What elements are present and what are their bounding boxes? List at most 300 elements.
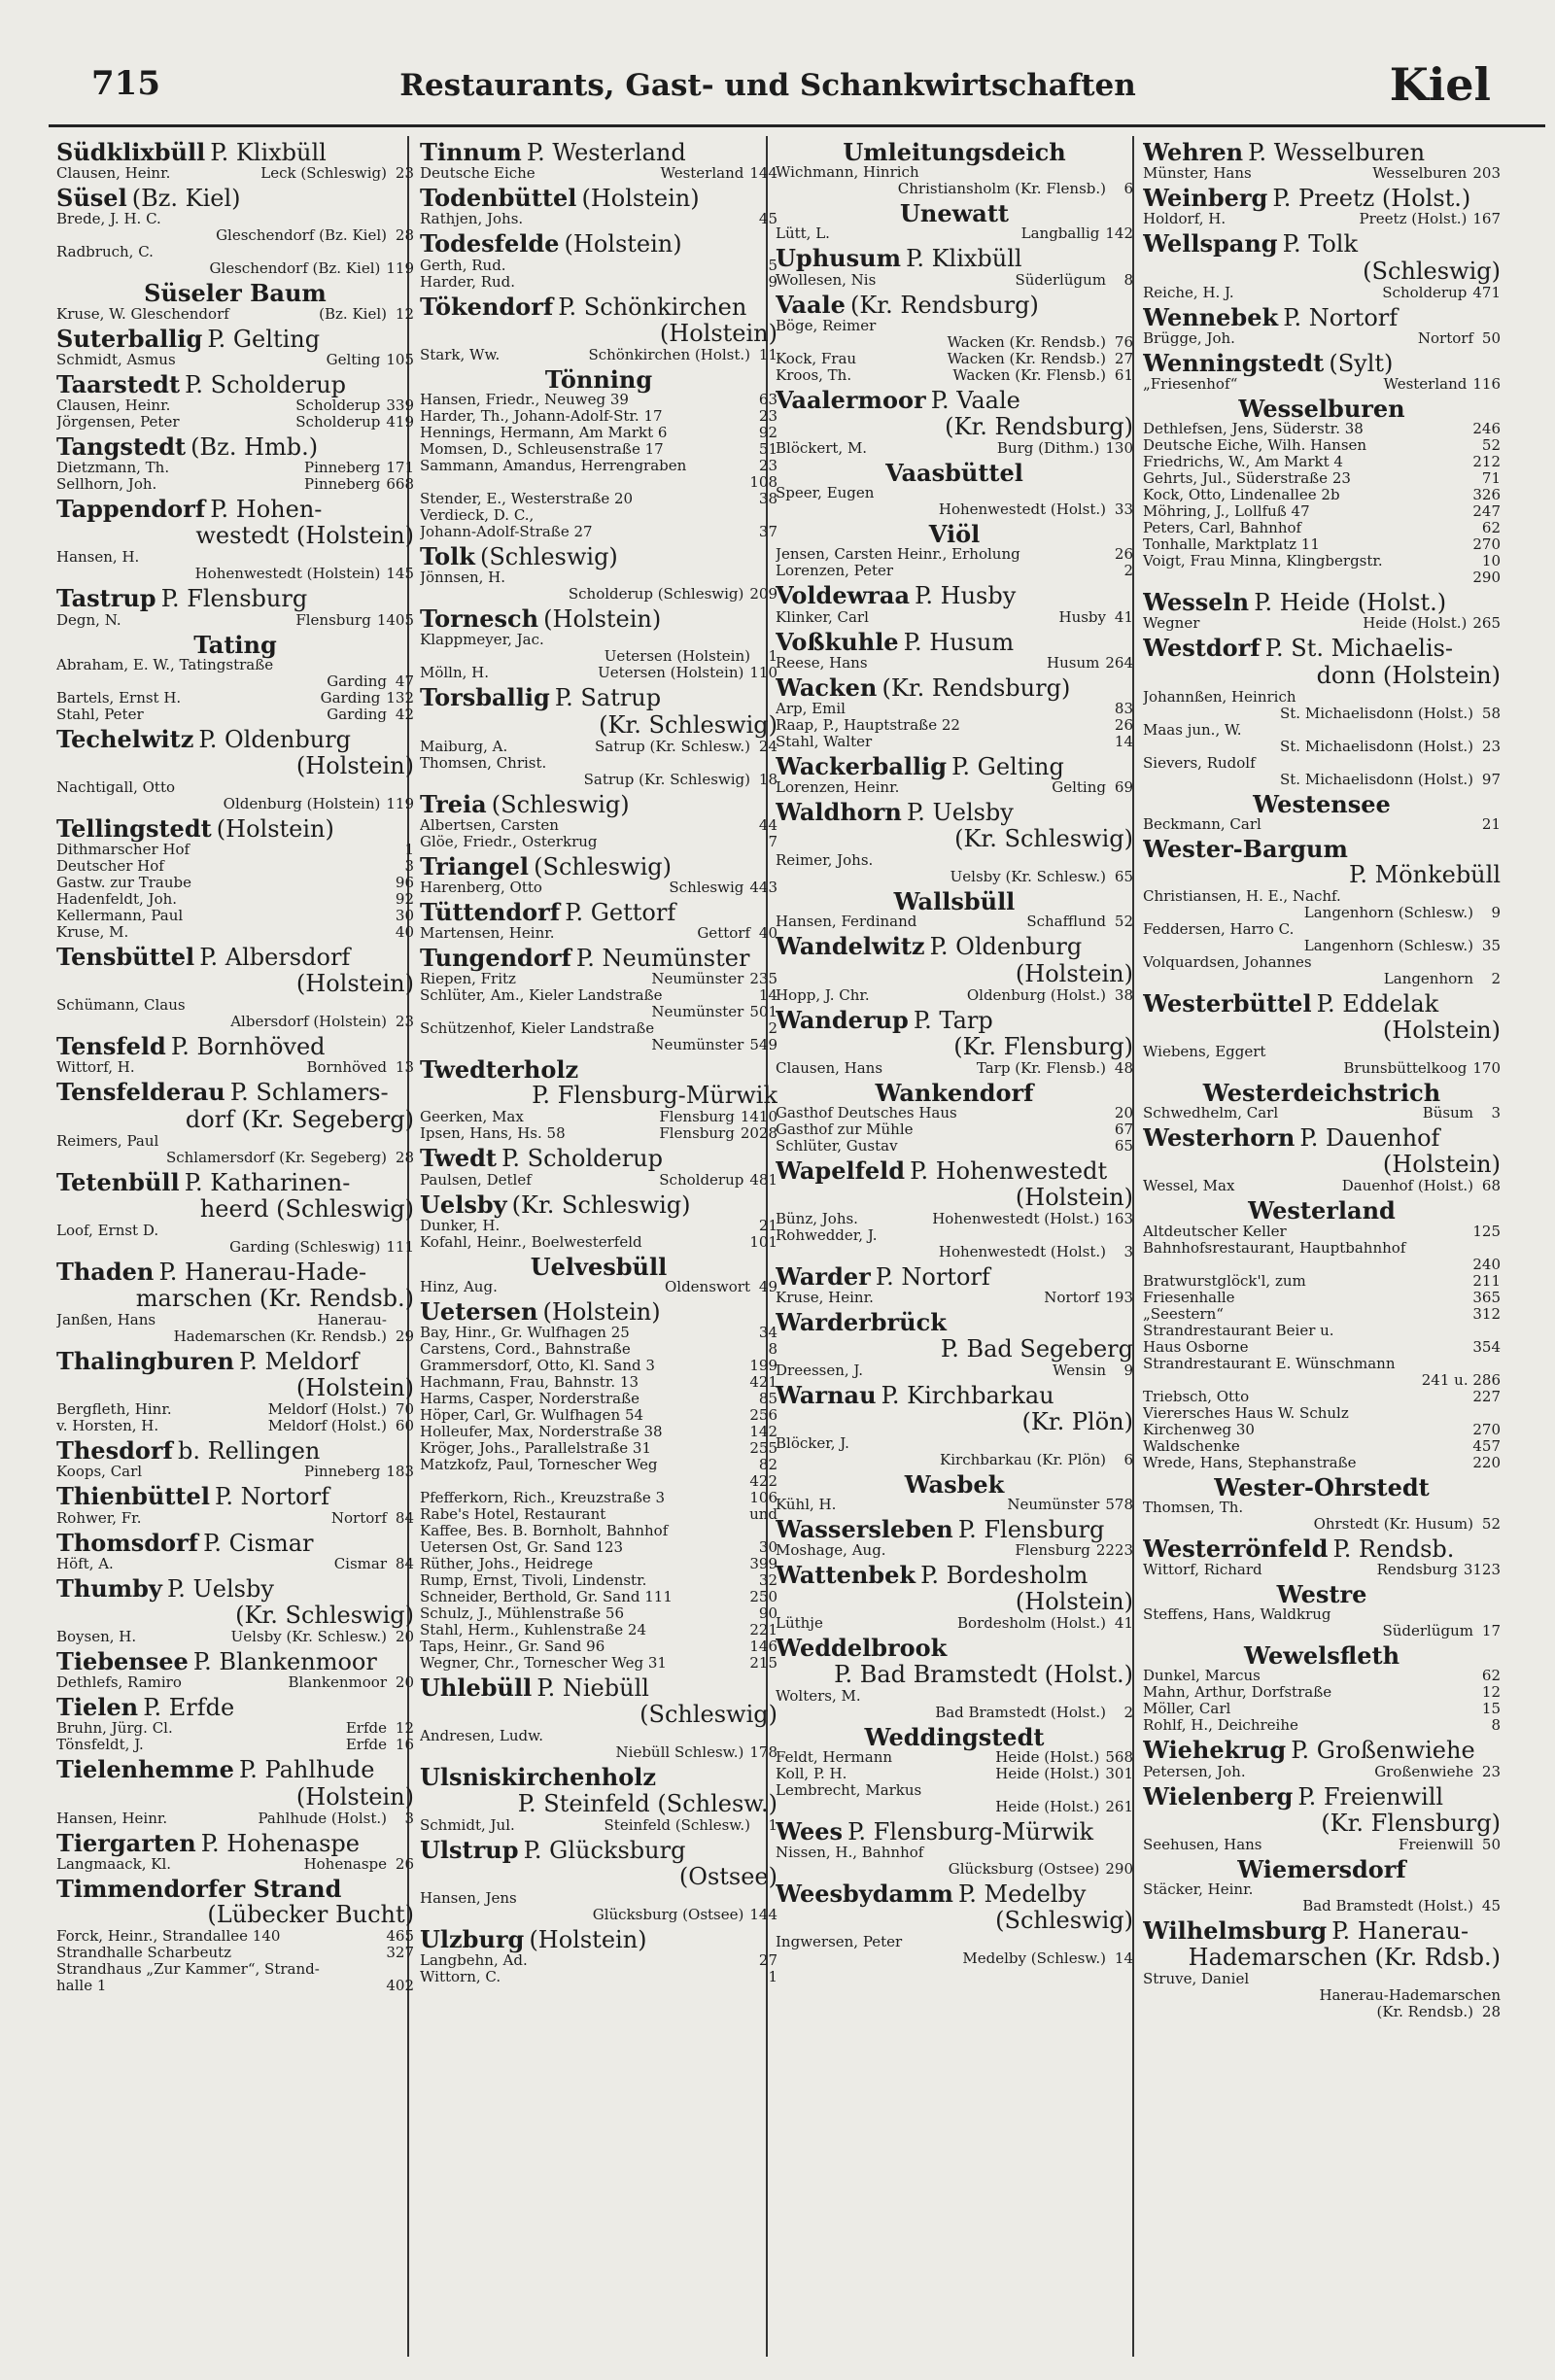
place-postal: P. Flensburg [160,585,308,613]
place-block [420,1252,778,1295]
place-postal-cont: (Lübecker Bucht) [207,1900,414,1928]
entry-phone: 41 [1114,1614,1133,1633]
place-heading [1143,590,1501,615]
entry-phone: 12 [1481,1683,1501,1702]
place-postal: P. Pahlhude [238,1756,375,1784]
directory-entry [1143,454,1501,470]
entry-phone: 50 [1481,328,1501,347]
entry-location: Hanerau- [317,1311,387,1328]
directory-entry [420,1952,778,1969]
place-postal: P. Freienwill [1297,1782,1444,1811]
entry-name [420,1907,587,1923]
entry-phone: 101 [749,1232,778,1251]
place-postal-cont: (Kr. Plön) [1021,1407,1133,1435]
entry-name: Lüthje [776,1615,823,1633]
place-postal: P. Nortorf [1283,303,1399,331]
directory-entry [1143,437,1501,454]
entry-phone: 48 [1114,1058,1133,1077]
directory-entry [56,549,414,566]
entry-name: Hansen, Ferdinand [776,914,917,931]
place-heading [420,1675,778,1701]
place-postal: (Schleswig) [534,852,672,880]
entry-name: Wessel, Max [1143,1178,1235,1195]
place-postal-cont: (Kr. Schleswig) [599,710,778,739]
place-heading [776,1816,1133,1845]
place-name: Wattenbek [776,1561,916,1590]
entry-name: Grammersdorf, Otto, Kl. Sand 3 [420,1358,655,1375]
place-name: Tökendorf [420,292,554,321]
entry-name [776,1705,929,1721]
place-name: Tielen [56,1693,139,1722]
directory-entry [420,474,778,491]
place-block [1143,1738,1501,1779]
entry-location: Wacken (Kr. Rendsb.) [947,349,1106,367]
entry-name: Harms, Casper, Norderstraße [420,1391,640,1408]
place-name: Tönning [544,364,653,394]
directory-entry [420,1638,778,1655]
entry-name: Gehrts, Jul., Süderstraße 23 [1143,470,1351,488]
entry-phone [756,1728,778,1744]
entry-phone [393,211,414,227]
place-heading [1143,1198,1501,1223]
entry-name: Klappmeyer, Jac. [420,632,544,649]
place-postal-cont: (Kr. Rendsburg) [945,412,1133,440]
directory-entry [776,734,1133,750]
place-name: Ulsniskirchenholz [420,1763,657,1792]
entry-name: Strandhaus „Zur Kammer“, Strand- [56,1960,320,1978]
entry-phone [756,1890,778,1907]
directory-entry [776,1211,1133,1227]
place-postal: P. Klixbüll [210,139,327,166]
entry-name: Dethlefs, Ramiro [56,1674,182,1692]
entry-phone: 1 [404,841,414,859]
entry-name [1143,1898,1296,1914]
entry-phone: 2 [1123,562,1133,580]
place-heading [56,279,414,308]
entry-phone: 212 [1472,453,1501,471]
entry-name: Friedrichs, W., Am Markt 4 [1143,454,1343,471]
place-name: Thesdorf [56,1436,173,1466]
place-heading [56,724,414,753]
entry-phone: 241 u. 286 [1421,1370,1501,1389]
entry-name: Stark, Ww. [420,346,501,363]
entry-name: Bartels, Ernst H. [56,689,182,707]
entry-location: Pinneberg [304,459,381,477]
entry-location: Pinneberg [304,1463,381,1481]
directory-entry [56,1239,414,1256]
entry-phone: 62 [1481,519,1501,537]
place-name: Warnau [776,1380,877,1409]
entry-phone: 6 [1123,1450,1133,1468]
entry-phone: 26 [1114,715,1133,734]
place-heading [420,231,778,257]
place-postal-cont: donn (Holstein) [1316,661,1501,689]
directory-entry [420,1969,778,1985]
place-heading [1143,186,1501,211]
place-block [56,1167,414,1256]
directory-entry [420,1325,778,1341]
entry-phone: 220 [1472,1453,1501,1471]
directory-entry [56,1856,414,1873]
entry-phone: 209 [749,585,778,604]
place-postal: P. Husum [903,628,1015,656]
place-name: Ulstrup [420,1835,519,1864]
entry-name: Deutscher Hof [56,858,164,876]
entry-location: Dauenhof (Holst.) [1341,1177,1473,1195]
place-postal-cont: westedt (Holstein) [195,522,414,550]
entry-location: Uetersen (Holstein) [598,664,744,682]
entry-phone: 3 [404,857,414,876]
entry-phone: 265 [1472,614,1501,633]
place-heading [56,431,414,461]
entry-name: „Seestern“ [1143,1305,1224,1323]
directory-entry [420,1506,778,1523]
entry-name: Harder, Rud. [420,273,516,291]
directory-entry [420,569,778,586]
entry-location: Bad Bramstedt (Holst.) [935,1703,1106,1721]
place-block [56,1828,414,1873]
place-name: Westdorf [1143,634,1261,663]
entry-location: Großenwiehe [1374,1762,1473,1780]
directory-entry [420,632,778,648]
place-postal: P. Uelsby [166,1574,274,1603]
entry-location: Gettorf [697,924,750,943]
place-heading [776,290,1133,319]
place-name: Wankendorf [875,1078,1034,1107]
entry-phone: 144 [749,1905,778,1923]
place-name: Tappendorf [56,495,206,524]
place-postal-cont: marschen (Kr. Rendsb.) [135,1285,414,1312]
entry-name: Jörgensen, Peter [56,413,180,431]
directory-entry [1143,1356,1501,1372]
place-postal: P. Heide (Holst.) [1254,589,1447,617]
entry-name: Schulz, J., Mühlenstraße 56 [420,1605,624,1623]
entry-name [1143,2004,1371,2020]
entry-name: Verdieck, D. C., [420,506,535,524]
place-block [776,1158,1133,1260]
entry-phone [393,1133,414,1150]
place-postal: P. Westerland [526,139,686,166]
directory-entry [1143,739,1501,755]
entry-phone: 97 [1481,770,1501,788]
entry-name: Loof, Ernst D. [56,1222,159,1239]
directory-entry [420,524,778,540]
entry-name: Harenberg, Otto [420,879,542,896]
entry-phone: 33 [1114,500,1133,519]
entry-name: Thomsen, Christ. [420,754,547,772]
entry-phone [1479,888,1501,905]
entry-phone: 668 [386,475,414,494]
entry-name: Feldt, Hermann [776,1748,893,1766]
place-block [776,458,1133,519]
entry-phone: 23 [758,456,778,474]
entry-location: Tarp (Kr. Flensb.) [976,1058,1106,1077]
place-block [776,1636,1133,1720]
entry-name: Stäcker, Heinr. [1143,1880,1254,1898]
entry-phone: 49 [758,1278,778,1295]
place-postal: P. Satrup [554,684,662,712]
place-postal: P. Wesselburen [1248,139,1426,166]
entry-location: Blankenmoor [288,1673,387,1692]
entry-phone: 365 [1472,1288,1501,1306]
directory-entry [1143,1306,1501,1323]
place-name: Südklixbüll [56,138,206,166]
place-postal: (Schleswig) [479,542,618,570]
place-heading [420,1763,778,1792]
place-heading [776,1881,1133,1907]
entry-name: Gastw. zur Traube [56,875,192,892]
entry-name: Seehusen, Hans [1143,1836,1262,1853]
entry-phone: 62 [1481,1667,1501,1685]
place-postal: P. Flensburg [957,1515,1105,1543]
place-heading [776,934,1133,959]
entry-phone: 68 [1481,1177,1501,1195]
entry-name: Thomsen, Th. [1143,1499,1244,1516]
entry-phone: 227 [1472,1387,1501,1405]
entry-phone: 465 [386,1926,414,1945]
entry-name [56,1328,168,1345]
place-postal: P. Katharinen- [184,1168,351,1196]
entry-phone: 255 [749,1439,778,1458]
place-block [56,1080,414,1165]
entry-name: Harder, Th., Johann-Adolf-Str. 17 [420,407,663,425]
entry-name: Bergfleth, Hinr. [56,1401,172,1419]
entry-name: Böge, Reimer [776,317,877,334]
place-heading [1143,1582,1501,1606]
place-name: Uetersen [420,1297,538,1326]
entry-name: Johann-Adolf-Straße 27 [420,523,593,540]
entry-phone: 30 [395,907,414,925]
entry-name [1143,569,1461,586]
entry-phone: 23 [395,1013,414,1031]
place-block [56,945,414,1030]
entry-phone: 6 [1123,180,1133,198]
place-postal: (Schleswig) [491,790,630,818]
place-heading [1143,1125,1501,1151]
place-postal-cont: (Holstein) [1015,1184,1133,1212]
entry-phone: 193 [1105,1289,1133,1307]
directory-entry [776,1138,1133,1155]
place-name: Tiergarten [56,1828,196,1857]
entry-phone [393,657,414,673]
entry-name: Matzkofz, Paul, Tornescher Weg [420,1457,658,1474]
place-name: Weesbydamm [776,1879,953,1908]
entry-location: Preetz (Holst.) [1359,210,1468,228]
place-postal: P. Medelby [958,1880,1087,1908]
entry-name: Brede, J. H. C. [56,211,161,228]
entry-name: Pfefferkorn, Rich., Kreuzstraße 3 [420,1490,666,1507]
place-name: Suterballig [56,324,203,353]
place-heading [56,497,414,522]
place-block [776,1310,1133,1378]
place-block [1143,1915,1501,2021]
place-postal: P. Hohen- [210,496,323,524]
entry-name: Koll, P. H. [776,1765,847,1782]
place-name: Vaasbüttel [885,458,1023,487]
directory-entry [776,655,1133,672]
directory-entry [1143,503,1501,520]
entry-phone: 16 [395,1736,414,1754]
entry-location: Uetersen (Holstein) [604,647,750,666]
entry-location: Satrup (Kr. Schleswig) [583,770,750,788]
directory-entry [1143,2004,1501,2020]
place-name: Twedterholz [420,1055,579,1085]
place-heading [1143,636,1501,661]
entry-location: Pinneberg [304,475,381,494]
place-heading [56,1484,414,1509]
entry-name: Schmidt, Jul. [420,1816,515,1834]
entry-phone [756,1523,778,1539]
place-block [420,1835,778,1923]
directory-entry [1143,1971,1501,1987]
directory-entry [1143,1372,1501,1389]
entry-name: Paulsen, Detlef [420,1171,532,1189]
place-heading [56,813,414,843]
entry-phone: 69 [1114,778,1133,797]
entry-phone: 163 [1105,1210,1133,1228]
entry-location: Neumünster [1007,1495,1100,1513]
directory-entry [56,924,414,941]
place-heading [776,627,1133,656]
entry-name: Wrede, Hans, Stephanstraße [1143,1454,1357,1471]
entry-name: Nachtigall, Otto [56,778,176,796]
place-name: Weddingstedt [864,1722,1045,1751]
entry-location: Garding (Schleswig) [229,1237,381,1256]
place-block [420,1192,778,1251]
place-heading [1143,394,1501,423]
entry-name: Lembrecht, Markus [776,1781,922,1799]
directory-entry [776,1121,1133,1138]
entry-name: Hadenfeldt, Joh. [56,891,178,909]
entry-name [1143,1257,1461,1273]
directory-entry [420,425,778,441]
place-heading [1143,1536,1501,1562]
entry-phone: 92 [758,423,778,441]
place-postal-cont: (Holstein) [295,1782,414,1811]
place-heading [776,385,1133,414]
directory-entry [776,1934,1133,1950]
place-postal: P. Uelsby [906,799,1014,827]
entry-location: Wesselburen [1372,164,1468,183]
entry-phone: 399 [749,1555,778,1573]
entry-name [1143,1516,1308,1533]
entry-name: Rabe's Hotel, Restaurant [420,1506,606,1524]
entry-location: Uelsby (Kr. Schlesw.) [950,868,1106,886]
place-postal: (Holstein) [564,230,682,259]
directory-entry [420,392,778,408]
place-postal: b. Rellingen [177,1437,321,1466]
place-block [1143,1125,1501,1194]
entry-location: Scholderup [295,412,381,431]
place-heading [1143,834,1501,863]
entry-location: Flensburg [1015,1541,1090,1560]
entry-phone: 250 [749,1588,778,1606]
entry-location: Satrup (Kr. Schlesw.) [595,737,750,755]
directory-entry [56,858,414,875]
entry-name: Maas jun., W. [1143,721,1242,739]
place-postal: P. Meldorf [239,1348,360,1375]
place-heading [56,1757,414,1782]
entry-phone: 26 [395,1854,414,1873]
place-postal-cont: (Holstein) [295,751,414,779]
entry-location: Neumünster [651,970,744,988]
place-name: Wiemersdorf [1237,1854,1406,1883]
place-block [1143,988,1501,1078]
entry-location: Garding [327,672,387,690]
entry-name [776,334,942,351]
directory-entry [1143,1405,1501,1422]
entry-phone: 178 [749,1743,778,1762]
entry-phone: 144 [749,164,778,183]
entry-name: Jensen, Carsten Heinr., Erholung [776,546,1020,564]
entry-location: Burg (Dithm.) [996,438,1100,457]
entry-phone: 246 [1472,420,1501,438]
place-block [1143,348,1501,393]
entry-name: Sievers, Rudolf [1143,754,1256,772]
entry-phone: 326 [1472,486,1501,504]
directory-entry [420,1358,778,1374]
entry-name: Deutsche Eiche, Wilh. Hansen [1143,437,1367,455]
entry-phone: 85 [758,1390,778,1408]
place-name: Wilhelmsburg [1143,1915,1328,1945]
entry-phone: 167 [1472,210,1501,228]
directory-entry [420,586,778,603]
entry-phone: 38 [758,489,778,507]
entry-name [1143,1372,1410,1389]
place-block [776,675,1133,750]
directory-entry [1143,1623,1501,1639]
place-heading [56,1874,414,1903]
place-heading [776,1308,1133,1337]
entry-location: Bad Bramstedt (Holst.) [1302,1896,1473,1914]
directory-entry [420,1539,778,1556]
directory-entry [1143,938,1501,954]
directory-entry [1143,330,1501,347]
place-name: Viöl [928,520,981,549]
directory-entry [420,987,778,1004]
entry-name: Steffens, Hans, Waldkrug [1143,1606,1331,1624]
entry-phone: 312 [1472,1304,1501,1323]
entry-phone: 327 [386,1943,414,1961]
entry-phone: 44 [758,815,778,834]
directory-entry [420,408,778,425]
place-name: Wassersleben [776,1514,953,1543]
place-name: Warderbrück [776,1308,947,1337]
place-name: Thienbüttel [56,1482,210,1511]
entry-name: Uetersen Ost, Gr. Sand 123 [420,1539,624,1557]
place-heading [776,1469,1133,1499]
entry-phone: 2223 [1095,1541,1133,1560]
entry-name: Wolters, M. [776,1687,861,1705]
entry-phone: 108 [749,472,778,491]
place-heading [56,186,414,211]
entry-name: Langmaack, Kl. [56,1855,172,1873]
place-heading [1143,1781,1501,1811]
entry-phone: 20 [395,1627,414,1645]
entry-name: Sellhorn, Joh. [56,476,157,494]
place-heading [56,1167,414,1196]
entry-name [776,869,945,885]
entry-name: Dreessen, J. [776,1362,864,1379]
place-postal: P. Tolk [1282,230,1359,259]
place-name: Waldhorn [776,798,902,827]
entry-name: Moshage, Aug. [776,1542,886,1560]
place-name: Timmendorfer Strand [56,1874,342,1903]
place-block [1143,636,1501,787]
place-heading [56,1349,414,1374]
entry-name: Reimers, Paul [56,1132,159,1150]
place-postal-cont: (Holstein) [295,970,414,998]
